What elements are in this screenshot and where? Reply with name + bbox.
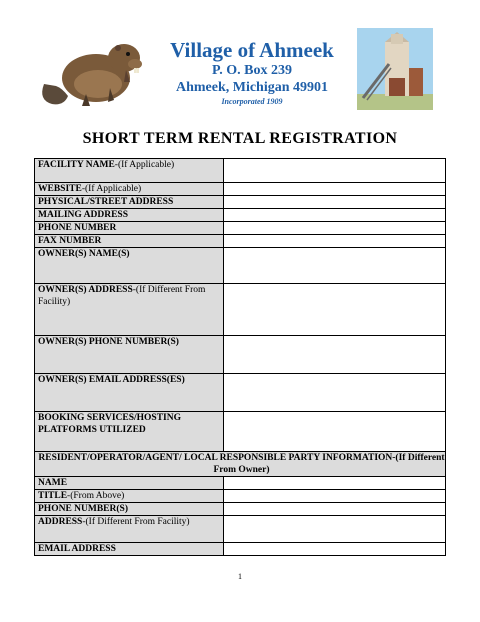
form-row (35, 503, 446, 516)
form-row (35, 490, 446, 503)
field-label-text: EMAIL ADDRESS (38, 544, 116, 554)
form-row (35, 183, 446, 196)
field-entry-cell[interactable] (224, 159, 446, 183)
field-entry-cell[interactable] (224, 235, 446, 248)
section-header: RESIDENT/OPERATOR/AGENT/ LOCAL RESPONSIBLE PARTY INFORMATION-(If Different From Owner) (35, 452, 446, 477)
form-row (35, 222, 446, 235)
field-label-note: -(From Above) (67, 491, 125, 501)
field-label-note: -(If Applicable) (81, 184, 142, 194)
field-label-text: OWNER(S) PHONE NUMBER(S) (38, 337, 179, 347)
field-entry-cell[interactable] (224, 248, 446, 284)
field-label (35, 490, 224, 503)
registration-form-table (34, 158, 446, 556)
field-entry-cell[interactable] (224, 477, 446, 490)
field-label-text: WEBSITE (38, 184, 82, 194)
village-name: Village of Ahmeek (170, 38, 334, 62)
field-entry-cell[interactable] (224, 503, 446, 516)
form-row (35, 412, 446, 452)
field-entry-cell[interactable] (224, 284, 446, 336)
field-label (35, 543, 224, 556)
field-label (35, 222, 224, 235)
beaver-illustration (38, 26, 150, 110)
form-title: SHORT TERM RENTAL REGISTRATION (82, 130, 398, 147)
form-row (35, 209, 446, 222)
field-label-text: OWNER(S) ADDRESS (38, 285, 133, 295)
field-label-note: -(If Different From Facility) (38, 285, 206, 307)
field-entry-cell[interactable] (224, 196, 446, 209)
po-box: P. O. Box 239 (212, 63, 292, 78)
field-label-text: ADDRESS (38, 517, 83, 527)
city-state-zip: Ahmeek, Michigan 49901 (175, 80, 329, 95)
incorporated-year: Incorporated 1909 (221, 97, 283, 106)
form-row (35, 159, 446, 183)
field-entry-cell[interactable] (224, 374, 446, 412)
field-label-text: FAX NUMBER (38, 236, 102, 246)
field-label (35, 412, 224, 452)
form-row (35, 477, 446, 490)
grain-elevator-photo (357, 28, 433, 110)
field-label-text: OWNER(S) EMAIL ADDRESS(ES) (38, 375, 185, 385)
field-label (35, 374, 224, 412)
field-label-text: PHONE NUMBER (38, 223, 117, 233)
field-entry-cell[interactable] (224, 490, 446, 503)
form-row (35, 235, 446, 248)
field-label (35, 209, 224, 222)
field-entry-cell[interactable] (224, 336, 446, 374)
field-label-text: TITLE (38, 491, 68, 501)
section-header-row (35, 452, 446, 477)
field-entry-cell[interactable] (224, 516, 446, 543)
field-label-text: PHYSICAL/STREET ADDRESS (38, 197, 174, 207)
field-label-text: FACILITY NAME (38, 160, 115, 170)
field-label-text: NAME (38, 478, 68, 488)
field-entry-cell[interactable] (224, 183, 446, 196)
letterhead (0, 0, 480, 120)
field-label (35, 503, 224, 516)
field-label (35, 284, 224, 336)
field-entry-cell[interactable] (224, 209, 446, 222)
form-row (35, 374, 446, 412)
form-row (35, 516, 446, 543)
field-label (35, 159, 224, 183)
field-label-text: OWNER(S) NAME(S) (38, 249, 130, 259)
form-row (35, 248, 446, 284)
field-label (35, 183, 224, 196)
field-label (35, 477, 224, 490)
page-number: 1 (238, 572, 242, 581)
field-entry-cell[interactable] (224, 412, 446, 452)
form-row (35, 284, 446, 336)
field-label (35, 235, 224, 248)
field-label (35, 248, 224, 284)
field-label (35, 336, 224, 374)
field-label-note: -(If Applicable) (114, 160, 175, 170)
form-row (35, 543, 446, 556)
field-label-text: BOOKING SERVICES/HOSTING PLATFORMS UTILIZED (38, 413, 181, 435)
field-entry-cell[interactable] (224, 543, 446, 556)
field-entry-cell[interactable] (224, 222, 446, 235)
field-label (35, 196, 224, 209)
field-label-text: PHONE NUMBER(S) (38, 504, 128, 514)
form-row (35, 196, 446, 209)
form-row (35, 336, 446, 374)
field-label-text: MAILING ADDRESS (38, 210, 129, 220)
field-label-note: -(If Different From Facility) (82, 517, 190, 527)
field-label (35, 516, 224, 543)
